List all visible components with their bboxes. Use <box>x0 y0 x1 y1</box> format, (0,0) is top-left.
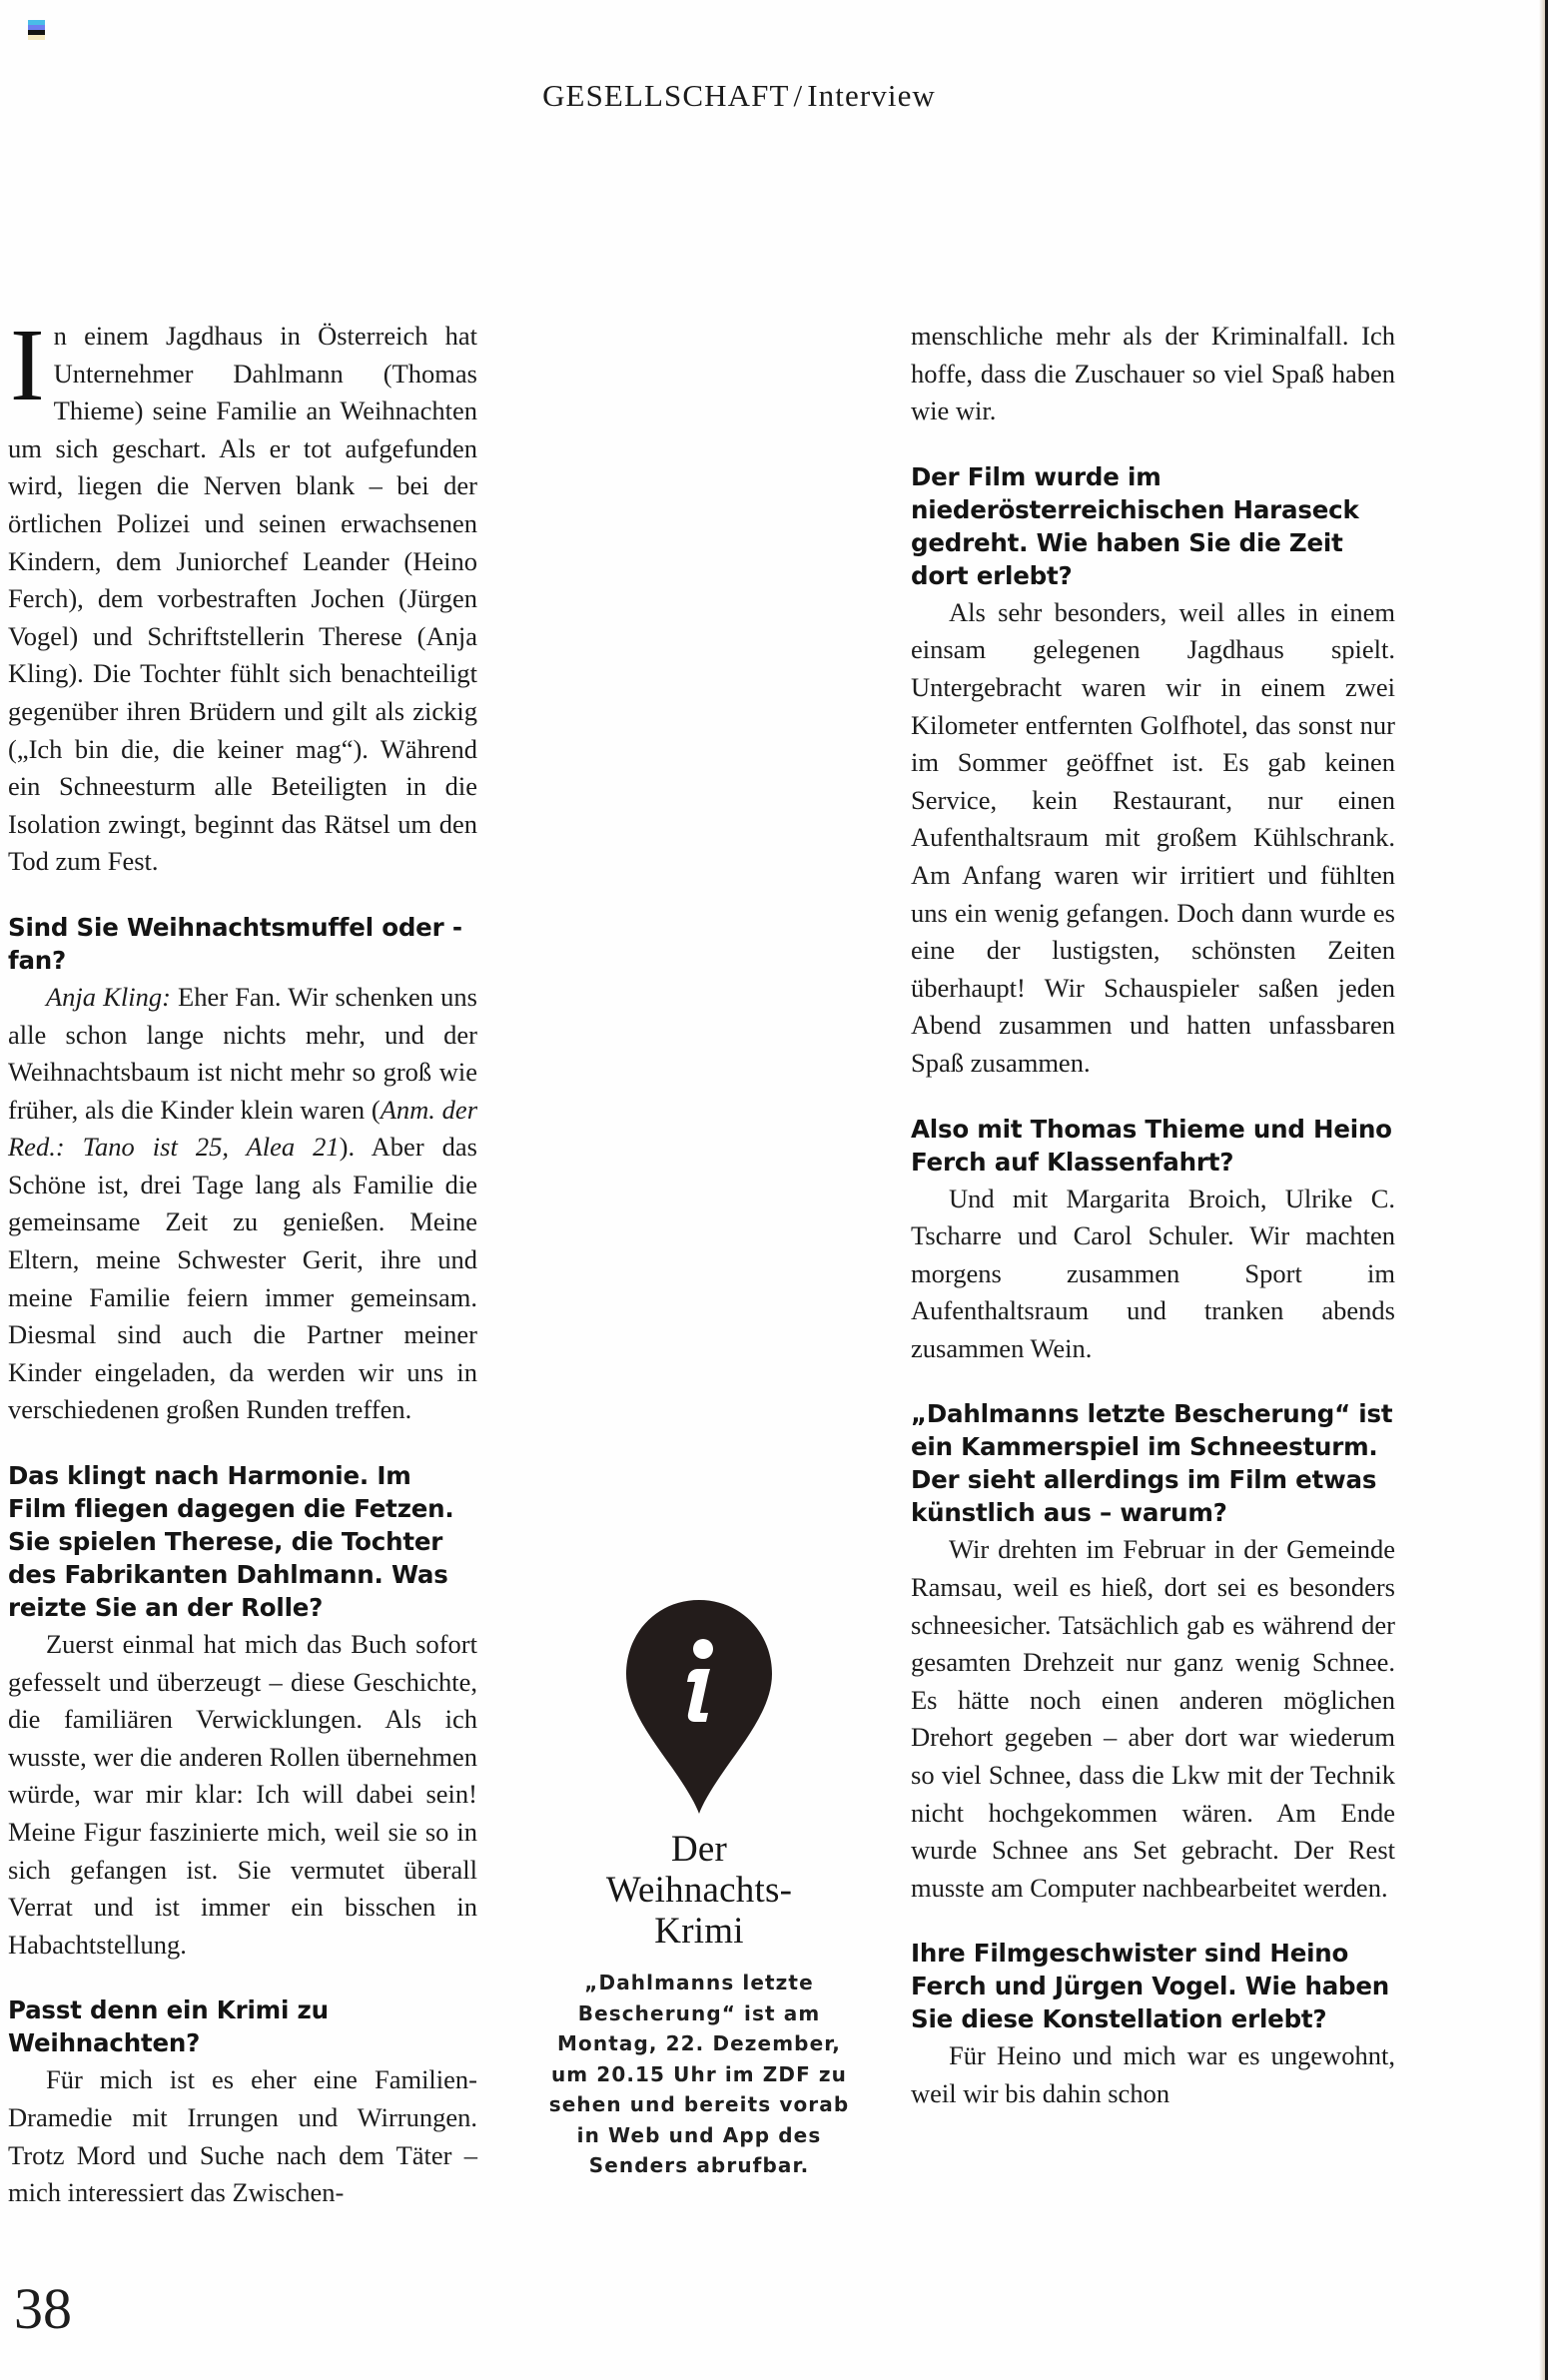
drop-cap: I <box>10 308 45 422</box>
info-box-title <box>539 1829 859 1952</box>
speaker-name: Anja Kling: <box>46 981 171 1012</box>
editorial-note: Anm. der Red.: Tano ist 25, Alea 21 <box>8 1094 478 1163</box>
running-head-section: GESELLSCHAFT <box>542 78 790 113</box>
info-box <box>539 1598 859 2181</box>
registration-swatch-yellow <box>28 35 45 40</box>
info-box-title-line-3: Krimi <box>654 1911 744 1952</box>
answer-paragraph-3-continued: menschliche mehr als der Kriminalfall. Ich hoffe, dass die Zuschauer so viel Spaß haben wie wir. <box>911 321 1395 426</box>
answer-paragraph-6: Wir drehten im Februar in der Gemeinde Ramsau, weil es hieß, dort sei es besonders schneesicher. Tatsächlich gab es während der gesamten Drehzeit nur ganz wenig Schnee. Es hätte noch einen anderen möglichen Drehort gegeben – aber dort war wiederum so viel Schnee, dass die Lkw mit der Technik nicht hochgekommen wären. Am Ende wurde Schnee ans Set gebracht. Der Rest musste am Computer nachbearbeitet werden. <box>911 1534 1395 1903</box>
info-pin-wrapper <box>539 1598 859 1823</box>
running-head-subsection: Interview <box>807 78 936 113</box>
cmyk-registration-mark <box>28 20 45 40</box>
answer-1-part-2: ). Aber das Schöne ist, drei Tage lang als Familie die gemeinsame Zeit zu genießen. Meine Eltern, meine Schwester Gerit, ihre und meine Familie feiern immer gemeinsam. Diesmal sind auch die Partner meiner Kinder eingeladen, da werden wir uns in verschiedenen großen Runden treffen. <box>8 1132 477 1425</box>
question-heading-1: Sind Sie Weihnachtsmuffel oder -fan? <box>8 912 462 975</box>
info-box-body: „Dahlmanns letzte Bescherung“ ist am Montag, 22. Dezember, um 20.15 Uhr im ZDF zu sehen und bereits vorab in Web und App des Senders abrufbar. <box>548 1971 850 2177</box>
running-head <box>0 78 1478 114</box>
question-heading-5: Also mit Thomas Thieme und Heino Ferch auf Klassenfahrt? <box>911 1114 1392 1177</box>
answer-paragraph-2: Zuerst einmal hat mich das Buch sofort gefesselt und überzeugt – diese Geschichte, die familiären Verwicklungen. Als ich wusste, wer die anderen Rollen übernehmen würde, war mir klar: Ich will dabei sein! Meine Figur faszinierte mich, weil sie so in sich gefangen ist. Sie vermutet überall Verrat und ist immer ein bisschen in Habachtstellung. <box>8 1629 477 1960</box>
info-box-title-line-1: Der <box>670 1829 728 1870</box>
question-heading-3: Passt denn ein Krimi zu Weihnachten? <box>8 1995 329 2058</box>
lead-paragraph-text: n einem Jagdhaus in Österreich hat Unternehmer Dahlmann (Thomas Thieme) seine Familie an Weihnachten um sich geschart. Als er tot aufgefunden wird, liegen die Nerven blank – bei der örtlichen Polizei und seinen erwachsenen Kindern, dem Juniorchef Leander (Heino Ferch), dem vorbestraften Jochen (Jürgen Vogel) und Schriftstellerin Therese (Anja Kling). Die Tochter fühlt sich benachteiligt gegenüber ihren Brüdern und gilt als zickig („Ich bin die, die keiner mag“). Während ein Schneesturm alle Beteiligten in die Isolation zwingt, beginnt das Rätsel um den Tod zum Fest. <box>8 321 477 877</box>
article-column-right <box>911 318 1395 2113</box>
answer-paragraph-5: Und mit Margarita Broich, Ulrike C. Tscharre und Carol Schuler. Wir machten morgens zusammen Sport im Aufenthaltsraum und tranken abends zusammen Wein. <box>911 1183 1395 1363</box>
running-head-separator: / <box>793 78 804 113</box>
answer-paragraph-4: Als sehr besonders, weil alles in einem einsam gelegenen Jagdhaus spielt. Untergebracht waren wir in einem zwei Kilometer entfernten Golfhotel, das sonst nur im Sommer geöffnet ist. Es gab keinen Service, kein Restaurant, nur einen Aufenthaltsraum mit großem Kühlschrank. Am Anfang waren wir irritiert und fühlten uns ein wenig gefangen. Doch dann wurde es eine der lustigsten, schönsten Zeiten überhaupt! Wir Schauspieler saßen jeden Abend zusammen und hatten unfassbaren Spaß zusammen. <box>911 596 1395 1078</box>
info-box-title-line-2: Weihnachts- <box>605 1870 793 1911</box>
page-number: 38 <box>14 2276 72 2341</box>
lead-paragraph <box>8 308 477 881</box>
info-pin-icon <box>624 1598 774 1816</box>
question-heading-6: „Dahlmanns letzte Bescherung“ ist ein Kammerspiel im Schneesturm. Der sieht allerdings im Film etwas künstlich aus – warum? <box>911 1399 1393 1528</box>
answer-paragraph-1 <box>8 979 477 1429</box>
question-heading-4: Der Film wurde im niederösterreichischen Haraseck gedreht. Wie haben Sie die Zeit dort erlebt? <box>911 461 1359 590</box>
article-column-left <box>8 308 478 2212</box>
answer-1-part-1: Eher Fan. Wir schenken uns alle schon lange nichts mehr, und der Weihnachtsbaum ist nicht mehr so groß wie früher, als die Kinder klein waren ( <box>8 981 477 1125</box>
answer-paragraph-3: Für mich ist es eher eine Familien-Dramedie mit Irrungen und Wirrungen. Trotz Mord und Suche nach dem Täter – mich interessiert das Zwischen- <box>8 2064 477 2208</box>
question-heading-2: Das klingt nach Harmonie. Im Film fliegen dagegen die Fetzen. Sie spielen Therese, die Tochter des Fabrikanten Dahlmann. Was reizte Sie an der Rolle? <box>8 1461 454 1623</box>
question-heading-7: Ihre Filmgeschwister sind Heino Ferch und Jürgen Vogel. Wie haben Sie diese Konstellation erlebt? <box>911 1939 1390 2034</box>
answer-paragraph-7: Für Heino und mich war es ungewohnt, weil wir bis dahin schon <box>911 2040 1395 2108</box>
